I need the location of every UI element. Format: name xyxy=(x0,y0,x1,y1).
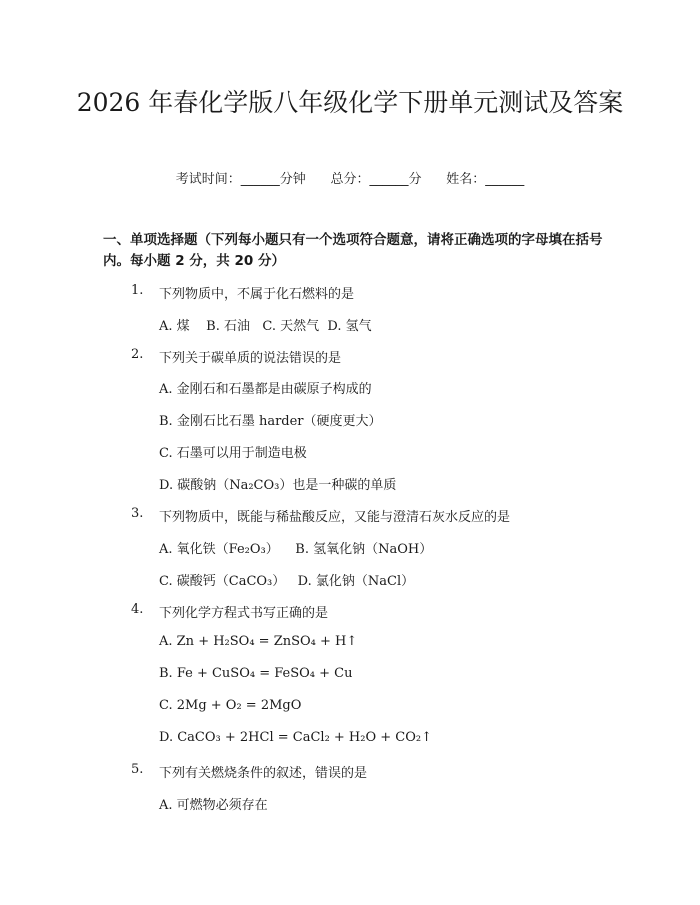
question-number: 5. xyxy=(131,762,144,777)
question-number: 3. xyxy=(131,506,144,521)
question-text: 下列物质中，既能与稀盐酸反应，又能与澄清石灰水反应的是 xyxy=(159,510,511,525)
question-option: D. 碳酸钠（Na₂CO₃）也是一种碳的单质 xyxy=(159,478,397,493)
question-number: 2. xyxy=(131,347,144,362)
page-title: 2026 年春化学版八年级化学下册单元测试及答案 xyxy=(76,88,624,117)
question-option: A. 氧化铁（Fe₂O₃） B. 氢氧化钠（NaOH） xyxy=(159,542,433,557)
section-heading: 一、单项选择题（下列每小题只有一个选项符合题意，请将正确选项的字母填在括号内。每小题 2 分，共 20 分） xyxy=(103,232,603,269)
question-option: D. CaCO₃ + 2HCl = CaCl₂ + H₂O + CO₂↑ xyxy=(159,730,433,745)
question-text: 下列物质中，不属于化石燃料的是 xyxy=(159,287,355,302)
question-option: C. 2Mg + O₂ = 2MgO xyxy=(159,698,302,713)
question-option: B. 金刚石比石墨 harder（硬度更大） xyxy=(159,414,382,429)
exam-meta-line: 考试时间：______分钟 总分：______分 姓名：______ xyxy=(175,172,525,187)
question-number: 1. xyxy=(131,283,144,298)
question-option: C. 石墨可以用于制造电极 xyxy=(159,446,307,461)
question-option: A. 可燃物必须存在 xyxy=(159,798,268,813)
question-text: 下列关于碳单质的说法错误的是 xyxy=(159,351,342,366)
question-option: C. 碳酸钙（CaCO₃） D. 氯化钠（NaCl） xyxy=(159,574,415,589)
question-option: A. 金刚石和石墨都是由碳原子构成的 xyxy=(159,382,372,397)
question-option: B. Fe + CuSO₄ = FeSO₄ + Cu xyxy=(159,666,353,681)
question-number: 4. xyxy=(131,602,144,617)
question-option: A. Zn + H₂SO₄ = ZnSO₄ + H↑ xyxy=(159,634,358,649)
question-text: 下列化学方程式书写正确的是 xyxy=(159,606,329,621)
question-option: A. 煤 B. 石油 C. 天然气 D. 氢气 xyxy=(159,319,372,334)
question-text: 下列有关燃烧条件的叙述，错误的是 xyxy=(159,766,368,781)
